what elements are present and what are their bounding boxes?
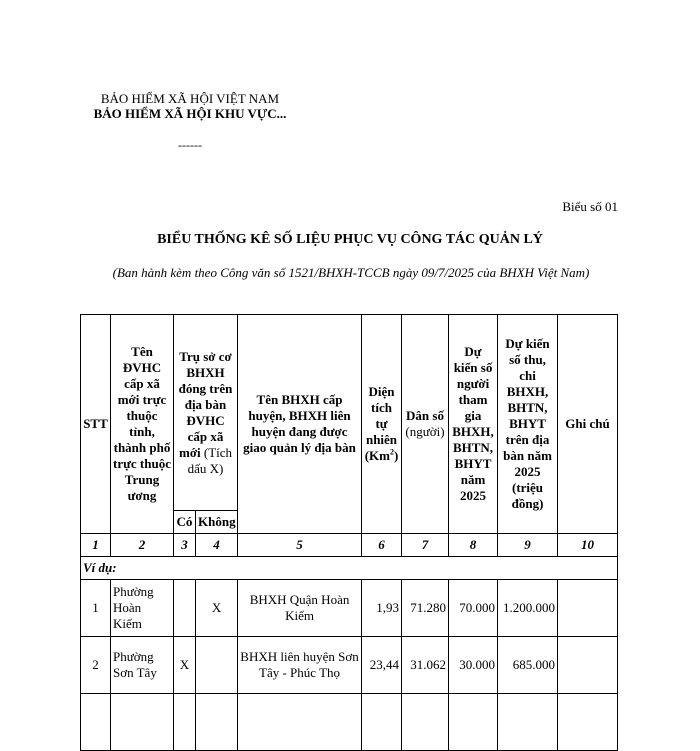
cell-area: 1,93 xyxy=(362,580,402,637)
column-number-row xyxy=(81,534,618,557)
cell-bhxh: BHXH Quận Hoàn Kiếm xyxy=(238,580,362,637)
cell-ward: Phường Sơn Tây xyxy=(111,637,174,694)
column-number: 5 xyxy=(238,534,362,557)
cell-stt: 2 xyxy=(81,637,111,694)
header-area-label: Diện tích tự nhiên (Km xyxy=(364,384,398,463)
cell-notes xyxy=(558,637,618,694)
blank-cell xyxy=(81,694,111,751)
column-number: 9 xyxy=(498,534,558,557)
example-label: Ví dụ: xyxy=(81,557,618,580)
header-office-yes: Có xyxy=(174,511,196,534)
column-number: 7 xyxy=(402,534,449,557)
header-area-close: ) xyxy=(393,448,399,463)
header-office-no: Không xyxy=(196,511,238,534)
header-bhxh-name: Tên BHXH cấp huyện, BHXH liên huyện đang được giao quản lý địa bàn xyxy=(238,315,362,534)
org-name-parent: BẢO HIỂM XÃ HỘI VIỆT NAM xyxy=(100,91,280,106)
column-number: 3 xyxy=(174,534,196,557)
table-row xyxy=(81,637,618,694)
cell-revenue: 1.200.000 xyxy=(498,580,558,637)
header-area-exponent: 2 xyxy=(389,447,394,457)
blank-cell xyxy=(196,694,238,751)
header-ward-name: Tên ĐVHC cấp xã mới trực thuộc tỉnh, thành phố trực thuộc Trung ương xyxy=(111,315,174,534)
column-number: 4 xyxy=(196,534,238,557)
org-underline: ------ xyxy=(178,138,202,152)
cell-no-office: X xyxy=(196,580,238,637)
cell-area: 23,44 xyxy=(362,637,402,694)
header-office-label: Trụ sở cơ BHXH đóng trên địa bàn ĐVHC cấp xã mới xyxy=(178,348,233,460)
cell-participants: 70.000 xyxy=(449,580,498,637)
blank-cell xyxy=(238,694,362,751)
example-label-row xyxy=(81,557,618,580)
blank-cell xyxy=(362,694,402,751)
cell-has-office xyxy=(174,580,196,637)
header-row xyxy=(81,315,618,511)
statistics-table xyxy=(80,314,618,751)
cell-has-office: X xyxy=(174,637,196,694)
column-number: 8 xyxy=(449,534,498,557)
header-participants: Dự kiến số người tham gia BHXH, BHTN, BHYT năm 2025 xyxy=(449,315,498,534)
column-number: 1 xyxy=(81,534,111,557)
header-population-unit: (người) xyxy=(405,424,445,439)
header-population xyxy=(402,315,449,534)
cell-bhxh: BHXH liên huyện Sơn Tây - Phúc Thọ xyxy=(238,637,362,694)
blank-cell xyxy=(558,694,618,751)
blank-cell xyxy=(449,694,498,751)
cell-stt: 1 xyxy=(81,580,111,637)
blank-cell xyxy=(174,694,196,751)
header-office-note: (Tích dấu X) xyxy=(187,444,233,476)
org-name-regional: BẢO HIỂM XÃ HỘI KHU VỰC... xyxy=(93,106,287,121)
cell-participants: 30.000 xyxy=(449,637,498,694)
blank-cell xyxy=(498,694,558,751)
cell-ward: Phường Hoàn Kiếm xyxy=(111,580,174,637)
cell-notes xyxy=(558,580,618,637)
header-population-label: Dân số xyxy=(406,408,444,423)
header-notes: Ghi chú xyxy=(558,315,618,534)
column-number: 2 xyxy=(111,534,174,557)
header-area xyxy=(362,315,402,534)
column-number: 6 xyxy=(362,534,402,557)
document-title: BIỂU THỐNG KÊ SỐ LIỆU PHỤC VỤ CÔNG TÁC QUẢN LÝ xyxy=(157,232,543,247)
cell-population: 31.062 xyxy=(402,637,449,694)
cell-population: 71.280 xyxy=(402,580,449,637)
form-number: Biểu số 01 xyxy=(562,199,618,214)
table-row xyxy=(81,580,618,637)
blank-cell xyxy=(402,694,449,751)
document-subtitle: (Ban hành kèm theo Công văn số 1521/BHXH-TCCB ngày 09/7/2025 của BHXH Việt Nam) xyxy=(112,265,590,280)
blank-cell xyxy=(111,694,174,751)
header-revenue: Dự kiến số thu, chi BHXH, BHTN, BHYT trên địa bàn năm 2025 (triệu đồng) xyxy=(498,315,558,534)
cell-no-office xyxy=(196,637,238,694)
cell-revenue: 685.000 xyxy=(498,637,558,694)
table-row-blank xyxy=(81,694,618,751)
header-office xyxy=(174,315,238,511)
column-number: 10 xyxy=(558,534,618,557)
header-stt: STT xyxy=(81,315,111,534)
